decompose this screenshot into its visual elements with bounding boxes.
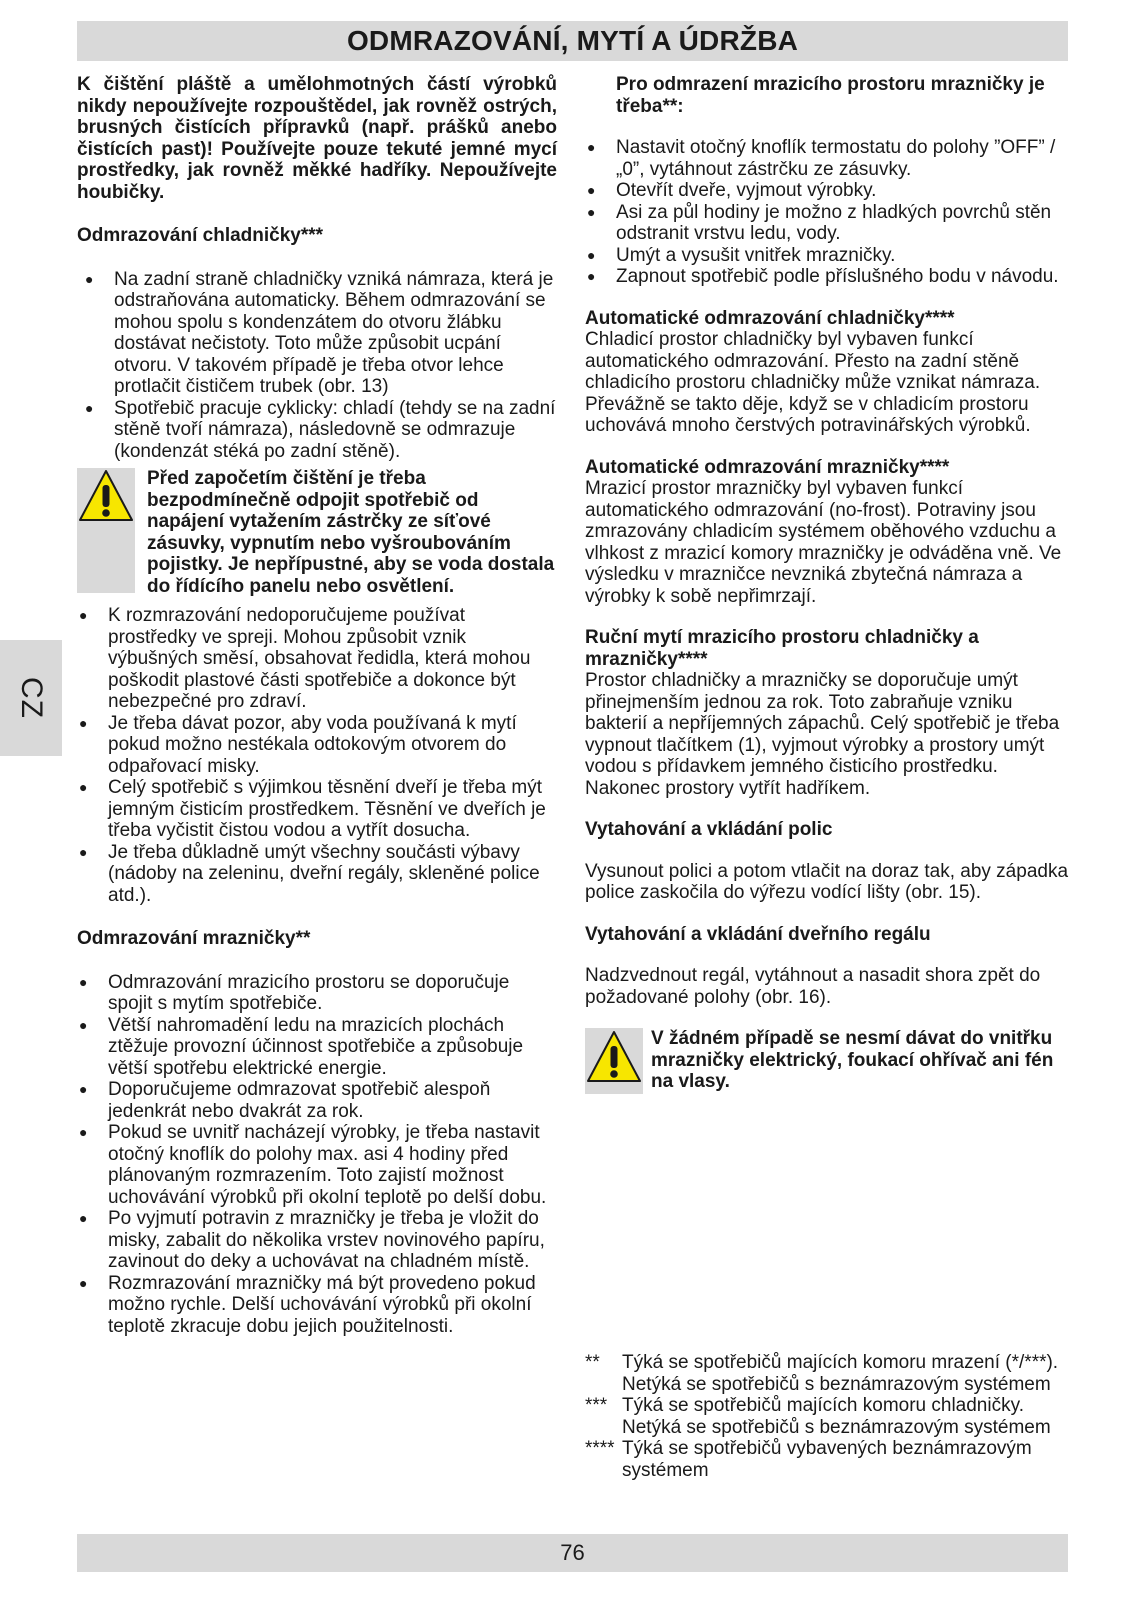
footnotes [585,1352,1068,1481]
list-item: ● Je třeba důkladně umýt všechny součásti výbavy (nádoby na zeleninu, dveřní regály, skleněné police atd.). [77,842,557,907]
footnote-text: Týká se spotřebičů majících komoru chladničky. Netýká se spotřebičů s beznámrazovým systémem [622,1395,1051,1438]
language-tab [0,640,62,756]
footnote [585,1395,1068,1438]
auto-freezer-defrost-title: Automatické odmrazování mrazničky**** [585,456,950,478]
list-item: ● Zapnout spotřebič podle příslušného bodu v návodu. [585,266,1068,288]
left-column [77,74,557,1337]
door-rack-title: Vytahování a vkládání dveřního regálu [585,923,931,945]
freezer-defrost-title: Odmrazování mrazničky** [77,928,311,949]
freezer-defrost-steps-title: Pro odmrazení mrazicího prostoru mrazničky je třeba**: [616,74,1045,117]
freezer-defrost-list [77,972,557,1338]
warning-text: V žádném případě se nesmí dávat do vnitřku mrazničky elektrický, foukací ohřívač ani fén na vlasy. [651,1028,1054,1092]
list-item: ● Nastavit otočný knoflík termostatu do polohy ”OFF” / „0”, vytáhnout zástrčku ze zásuvky. [585,137,1068,180]
auto-fridge-defrost-text: Chladicí prostor chladničky byl vybaven funkcí automatického odmrazování. Přesto na zadní stěně chladicího prostoru chladničky může vznikat námraza. Převážně se takto děje, když se v chladicím prostoru uchovává mnoho čerstvých potravinářských výrobků. [585,329,1041,436]
shelves-title: Vytahování a vkládání polic [585,819,833,840]
cleaning-list [77,605,557,906]
page-number: 76 [560,1540,585,1565]
warning-triangle-icon [585,1028,643,1090]
list-item: ● Doporučujeme odmrazovat spotřebič alespoň jedenkrát nebo dvakrát za rok. [77,1079,557,1122]
manual-cleaning-title: Ruční mytí mrazicího prostoru chladničky a mrazničky**** [585,627,979,670]
fridge-defrost-list [77,269,557,463]
door-rack-text: Nadzvednout regál, vytáhnout a nasadit shora zpět do požadované polohy (obr. 16). [585,965,1041,1008]
list-item: ● Na zadní straně chladničky vzniká námraza, která je odstraňována automaticky. Během odmrazování se mohou spolu s kondenzátem do otvoru žlábku dostávat nečistoty. Toto může způsobit ucpání otvoru. V takovém případě je třeba otvor lehce protlačit čističem trubek (obr. 13) [77,269,557,398]
warning-icon-panel [585,1028,643,1094]
list-item: ● K rozmrazování nedoporučujeme používat prostředky ve spreji. Mohou způsobit vznik výbušných směsí, obsahovat ředidla, která mohou poškodit plastové části spotřebiče a dokonce být nebezpečné pro zdraví. [77,605,557,713]
list-item: ● Pokud se uvnitř nacházejí výrobky, je třeba nastavit otočný knoflík do polohy max. asi 4 hodiny před plánovaným rozmrazením. Toto zajistí možnost uchovávání výrobků při okolní teplotě po delší dobu. [77,1122,557,1208]
list-item: ● Celý spotřebič s výjimkou těsnění dveří je třeba mýt jemným čisticím prostředkem. Těsnění ve dveřích je třeba vyčistit čistou vodou a vytřít dosucha. [77,777,557,842]
footnote [585,1352,1068,1395]
freezer-defrost-steps [585,137,1068,288]
warning-box [77,468,557,597]
list-item: ● Spotřebič pracuje cyklicky: chladí (tehdy se na zadní stěně tvoří námraza), následovně se odmrazuje (kondenzát stéká po zadní stěně). [77,398,557,463]
list-item: ● Asi za půl hodiny je možno z hladkých povrchů stěn odstranit vrstvu ledu, vody. [585,202,1068,245]
auto-freezer-defrost-text: Mrazicí prostor mrazničky byl vybaven funkcí automatického odmrazování (no-frost). Potraviny jsou zmrazovány chladicím systémem oběhového vzduchu a vlhkost z mrazicí komory mrazničky je odváděna vně. Ve výsledku v mrazničce nevzniká zbytečná námraza a výrobky k sobě nepřimrzají. [585,478,1062,607]
footnote [585,1438,1068,1481]
language-tab-label: CZ [15,677,48,719]
page-title: ODMRAZOVÁNÍ, MYTÍ A ÚDRŽBA [346,25,799,56]
warning-icon-panel [77,468,135,593]
auto-fridge-defrost-title: Automatické odmrazování chladničky**** [585,307,955,329]
header-bar [77,21,1068,61]
footnote-mark: ** [585,1352,600,1373]
warning-text: Před započetím čištění je třeba bezpodmínečně odpojit spotřebič od napájení vytažením zástrčky ze síťové zásuvky, vypnutím nebo vyšroubováním pojistky. Je nepřípustné, aby se voda dostala do řídícího panelu nebo osvětlení. [147,468,555,597]
right-column [585,74,1068,1093]
warning-triangle-icon [77,468,135,528]
footer-bar [77,1534,1068,1572]
fridge-defrost-title: Odmrazování chladničky*** [77,225,324,246]
manual-cleaning-text: Prostor chladničky a mrazničky se doporučuje umýt přinejmenším jednou za rok. Toto zabraňuje vzniku bakterií a nepříjemných zápachů. Celý spotřebič je třeba vypnout tlačítkem (1), vyjmout výrobky a prostory umýt vodou s přídavkem jemného čisticího prostředku. Nakonec prostory vytřít hadříkem. [585,670,1060,799]
intro-warning-text: K čištění pláště a umělohmotných částí výrobků nikdy nepoužívejte rozpouštědel, jak rovněž ostrých, brusných čistících přípravků (např. prášků anebo čistících past)! Používejte pouze tekuté jemné mycí prostředky, jak rovněž měkké hadříky. Nepoužívejte houbičky. [77,74,557,203]
footnote-text: Týká se spotřebičů vybavených beznámrazovým systémem [622,1438,1032,1481]
list-item: ● Po vyjmutí potravin z mrazničky je třeba je vložit do misky, zabalit do několika vrstev novinového papíru, zavinout do deky a uchovávat na chladném místě. [77,1208,557,1273]
footnote-mark: *** [585,1395,608,1416]
list-item: ● Rozmrazování mrazničky má být provedeno pokud možno rychle. Delší uchovávání výrobků při okolní teplotě zkracuje dobu jejich použitelnosti. [77,1273,557,1338]
list-item: ● Větší nahromadění ledu na mrazicích plochách ztěžuje provozní účinnost spotřebiče a způsobuje větší spotřebu elektrické energie. [77,1015,557,1080]
warning-box [585,1028,1068,1093]
list-item: ● Otevřít dveře, vyjmout výrobky. [585,180,1068,202]
footnote-mark: **** [585,1438,615,1459]
shelves-text: Vysunout polici a potom vtlačit na doraz tak, aby západka police zaskočila do výřezu vodící lišty (obr. 15). [585,860,1069,903]
footnote-text: Týká se spotřebičů majících komoru mrazení (*/***). Netýká se spotřebičů s beznámrazovým systémem [622,1352,1059,1395]
list-item: ● Je třeba dávat pozor, aby voda používaná k mytí pokud možno nestékala odtokovým otvorem do odpařovací misky. [77,713,557,778]
list-item: ● Umýt a vysušit vnitřek mrazničky. [585,245,1068,267]
list-item: ● Odmrazování mrazicího prostoru se doporučuje spojit s mytím spotřebiče. [77,972,557,1015]
